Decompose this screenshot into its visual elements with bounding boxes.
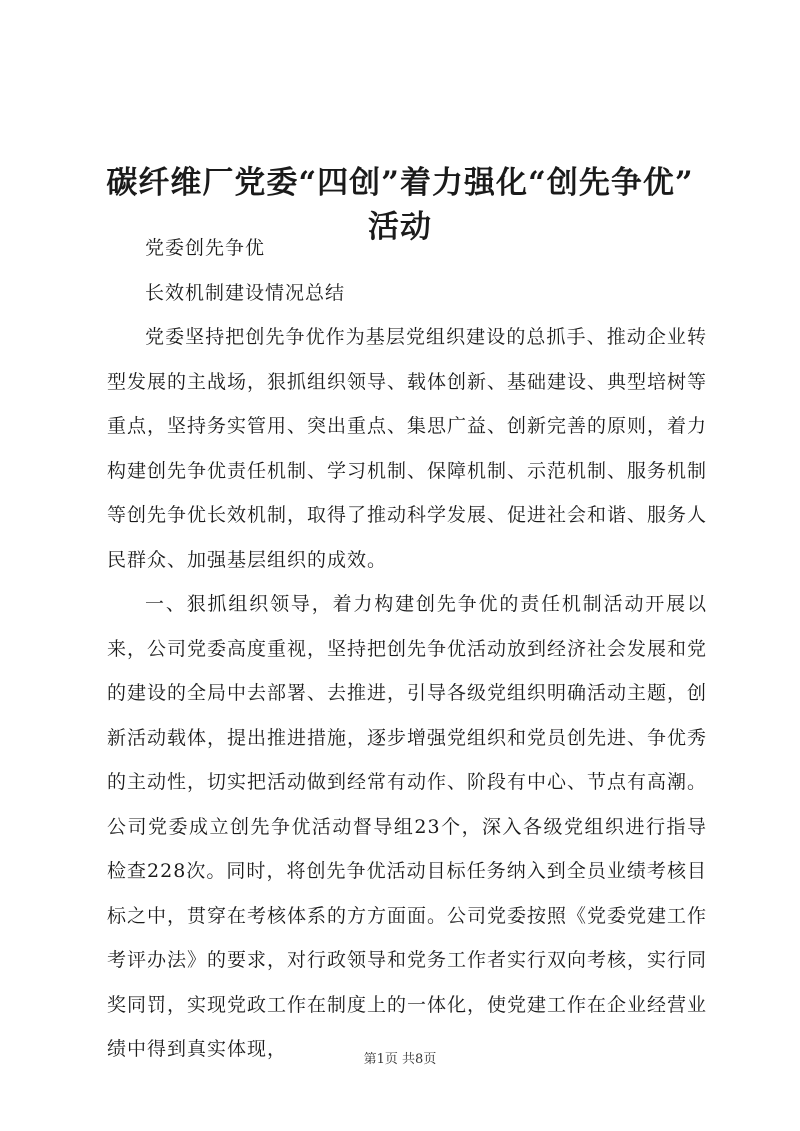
title-line-2: 活动 — [368, 208, 432, 245]
subtitle-1: 党委创先争优 — [145, 237, 266, 259]
subtitle-2: 长效机制建设情况总结 — [145, 281, 346, 304]
paragraph-intro: 党委坚持把创先争优作为基层党组织建设的总抓手、推动企业转型发展的主战场，狠抓组织领导、载体创新、基础建设、典型培树等重点，坚持务实管用、突出重点、集思广益、创新完善的原则，着力构建创先争优责任机制、学习机制、保障机制、示范机制、服务机制等创先争优长效机制，取得了推动科学发展、促进社会和谐、服务人民群众、加强基层组织的成效。 — [107, 326, 708, 571]
paragraph-section-1: 一、狠抓组织领导，着力构建创先争优的责任机制活动开展以来，公司党委高度重视，坚持把创先争优活动放到经济社会发展和党的建设的全局中去部署、去推进，引导各级党组织明确活动主题，创新活动载体，提出推进措施，逐步增强党组织和党员创先进、争优秀的主动性，切实把活动做到经常有动作、阶段有中心、节点有高潮。公司党委成立创先争优活动督导组23个，深入各级党组织进行指导检查228次。同时，将创先争优活动目标任务纳入到全员业绩考核目标之中，贯穿在考核体系的方方面面。公司党委按照《党委党建工作考评办法》的要求，对行政领导和党务工作者实行双向考核，实行同奖同罚，实现党政工作在制度上的一体化，使党建工作在企业经营业绩中得到真实体现， — [107, 593, 708, 1060]
document-body — [107, 226, 707, 1072]
page-footer: 第1页 共8页 — [363, 1052, 437, 1067]
title-line-1: 碳纤维厂党委“四创”着力强化“创先争优” — [106, 164, 694, 201]
